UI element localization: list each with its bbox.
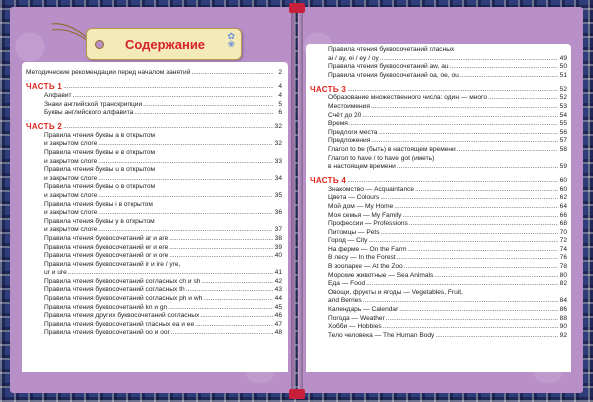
toc-leader-dots — [200, 312, 273, 321]
toc-entry[interactable] — [310, 129, 567, 138]
toc-page-number: 52 — [559, 85, 567, 93]
toc-entry[interactable] — [26, 312, 282, 321]
toc-entry-title: Время — [328, 120, 348, 128]
toc-entry[interactable] — [26, 140, 282, 149]
toc-leader-dots — [488, 94, 558, 103]
toc-entry-title: Буквы английского алфавита — [44, 109, 134, 117]
toc-entry-title: ЧАСТЬ 4 — [310, 176, 347, 186]
toc-leader-dots — [397, 254, 558, 263]
toc-entry-title: Предложения — [328, 137, 371, 145]
toc-page-number: 4 — [278, 83, 282, 91]
toc-entry[interactable] — [310, 146, 567, 155]
toc-page-number: 2 — [278, 69, 282, 77]
toc-entry-title: и закрытом слоге — [44, 174, 98, 182]
toc-entry[interactable] — [310, 289, 567, 298]
toc-entry[interactable] — [310, 55, 567, 64]
toc-page-number: 48 — [274, 329, 282, 337]
toc-entry-title: На ферме — On the Farm — [328, 245, 407, 253]
contents-title-tag — [86, 28, 242, 60]
toc-entry[interactable] — [310, 246, 567, 255]
toc-leader-dots — [394, 203, 558, 212]
toc-leader-dots — [143, 101, 273, 110]
bookmark-ribbon-bottom — [289, 389, 305, 399]
toc-entry[interactable] — [26, 261, 282, 270]
toc-page-number: 32 — [274, 140, 282, 148]
toc-entry-title: Тело человека — The Human Body — [328, 331, 435, 339]
toc-entry-title: Правила чтения буквы о в открытом — [44, 183, 156, 191]
toc-page-number: 53 — [559, 102, 567, 110]
toc-page-number: 54 — [559, 111, 567, 119]
toc-leader-dots — [397, 163, 558, 172]
toc-leader-dots — [73, 92, 273, 101]
toc-entry[interactable] — [310, 306, 567, 315]
toc-entry-title: Глагол to have / to have got (иметь) — [328, 154, 435, 162]
toc-entry-title: Знакомство — Acquaintance — [328, 185, 415, 193]
flower-decoration-icon: ✿ ❀ — [227, 31, 235, 49]
toc-page-number: 42 — [274, 277, 282, 285]
toc-page-number: 68 — [559, 220, 567, 228]
toc-page-number: 55 — [559, 120, 567, 128]
toc-entry[interactable] — [310, 297, 567, 306]
toc-entry[interactable] — [26, 183, 282, 192]
toc-entry[interactable] — [26, 132, 282, 141]
toc-page-number: 59 — [559, 163, 567, 171]
toc-page-number: 82 — [559, 280, 567, 288]
toc-page-number: 88 — [559, 314, 567, 322]
toc-page-number: 39 — [274, 243, 282, 251]
toc-page-number: 72 — [559, 237, 567, 245]
toc-entry-title: Правила чтения буквы а в открытом — [44, 131, 156, 139]
toc-entry-title: Правила чтения буквосочетаний ir и ire / yre, — [44, 260, 181, 268]
toc-leader-dots — [368, 237, 558, 246]
toc-leader-dots — [186, 286, 273, 295]
toc-leader-dots — [349, 120, 558, 129]
toc-entry-title: Правила чтения буквосочетаний согласных th — [44, 286, 185, 294]
toc-entry[interactable] — [310, 280, 567, 289]
toc-entry[interactable] — [310, 94, 567, 103]
toc-entry[interactable] — [310, 186, 567, 195]
toc-entry[interactable] — [26, 286, 282, 295]
toc-entry-title: Образование множественного числа: один — много — [328, 94, 487, 102]
toc-entry[interactable] — [26, 101, 282, 110]
toc-entry[interactable] — [26, 295, 282, 304]
toc-leader-dots — [171, 329, 273, 338]
toc-page-number: 84 — [559, 297, 567, 305]
toc-entry[interactable] — [26, 218, 282, 227]
toc-section-heading[interactable] — [26, 120, 282, 132]
toc-entry-title: В лесу — In the Forest — [328, 254, 396, 262]
toc-page-number: 4 — [278, 92, 282, 99]
toc-leader-dots — [386, 315, 558, 324]
toc-page-number: 50 — [559, 63, 567, 71]
toc-page-number: 34 — [274, 174, 282, 182]
toc-entry[interactable] — [26, 209, 282, 218]
toc-entry-title: и закрытом слоге — [44, 157, 98, 165]
toc-entry-title: и закрытом слоге — [44, 209, 98, 217]
toc-entry-title: Город — City — [328, 237, 368, 245]
toc-entry[interactable] — [310, 323, 567, 332]
table-of-contents-left — [26, 68, 282, 338]
toc-entry-title: Правила чтения буквосочетаний ar и are — [44, 234, 169, 242]
toc-entry-title: Морские животные — Sea Animals — [328, 271, 434, 279]
toc-leader-dots — [371, 137, 558, 146]
toc-entry[interactable] — [310, 103, 567, 112]
toc-entry-title: Моя семья — My Family — [328, 211, 402, 219]
toc-entry-title: Глагол to be (быть) в настоящем времени — [328, 145, 456, 153]
toc-page-number: 56 — [559, 128, 567, 136]
toc-section-heading[interactable] — [310, 82, 567, 94]
toc-entry-title: ai / ay, ei / ey / oy — [328, 54, 379, 62]
toc-entry[interactable] — [26, 235, 282, 244]
toc-leader-dots — [203, 295, 273, 304]
toc-entry-title: Правила чтения буквы е в открытом — [44, 148, 156, 156]
toc-entry-title: Правила чтения буквы у в открытом — [44, 217, 155, 225]
toc-page-number: 6 — [278, 109, 282, 117]
table-of-contents-right — [310, 46, 567, 340]
toc-entry[interactable] — [26, 269, 282, 278]
toc-entry-title: Календарь — Calendar — [328, 306, 399, 314]
toc-leader-dots — [378, 129, 558, 138]
toc-leader-dots — [191, 69, 273, 78]
toc-entry-title: Правила чтения буквосочетаний гласных — [328, 46, 455, 53]
toc-leader-dots — [98, 192, 273, 201]
toc-leader-dots — [63, 123, 273, 132]
toc-entry[interactable] — [310, 194, 567, 203]
toc-leader-dots — [98, 158, 273, 167]
toc-entry-title: Алфавит — [44, 92, 72, 99]
toc-page-number: 38 — [274, 234, 282, 242]
toc-entry-title: Правила чтения буквосочетаний er и ere — [44, 243, 169, 251]
toc-entry[interactable] — [26, 149, 282, 158]
toc-entry[interactable] — [26, 329, 282, 338]
toc-page-number: 51 — [559, 71, 567, 79]
book-spine — [291, 7, 303, 393]
toc-entry-title: Правила чтения буквосочетаний aw, au — [328, 63, 449, 71]
toc-entry-title: Счёт до 20 — [328, 111, 362, 119]
toc-entry-title: Предлоги места — [328, 128, 378, 136]
toc-section-heading[interactable] — [310, 174, 567, 186]
toc-entry[interactable] — [26, 92, 282, 101]
toc-entry-title: ЧАСТЬ 2 — [26, 122, 63, 132]
toc-leader-dots — [402, 212, 558, 221]
bookmark-ribbon-top — [289, 3, 305, 13]
toc-page-number: 49 — [559, 54, 567, 62]
toc-entry-title: Методические рекомендации перед началом занятий — [26, 69, 191, 77]
toc-page-number: 41 — [274, 269, 282, 277]
toc-leader-dots — [362, 112, 558, 121]
toc-entry[interactable] — [310, 254, 567, 263]
toc-leader-dots — [460, 72, 558, 81]
toc-leader-dots — [380, 194, 558, 203]
toc-entry-title: Правила чтения буквосочетаний oo и oor — [44, 329, 170, 337]
toc-page-number: 52 — [559, 94, 567, 102]
toc-leader-dots — [409, 220, 558, 229]
toc-entry[interactable] — [26, 68, 282, 78]
toc-entry[interactable] — [26, 192, 282, 201]
toc-page-number: 36 — [274, 209, 282, 217]
toc-leader-dots — [383, 323, 558, 332]
toc-entry-title: Правила чтения буквосочетаний kn и gn — [44, 303, 168, 311]
toc-entry-title: Правила чтения других буквосочетаний согласных — [44, 312, 200, 320]
toc-page-number: 70 — [559, 228, 567, 236]
toc-page-number: 74 — [559, 245, 567, 253]
toc-entry-title: Правила чтения буквосочетаний согласных ch и sh — [44, 277, 201, 285]
toc-entry[interactable] — [310, 46, 567, 55]
toc-entry[interactable] — [26, 226, 282, 235]
toc-leader-dots — [457, 146, 558, 155]
toc-leader-dots — [450, 63, 558, 72]
toc-leader-dots — [68, 269, 273, 278]
toc-leader-dots — [404, 263, 558, 272]
toc-entry-title: ЧАСТЬ 3 — [310, 84, 347, 94]
toc-leader-dots — [98, 140, 273, 149]
toc-leader-dots — [168, 304, 273, 313]
toc-leader-dots — [169, 252, 273, 261]
page-title: Содержание — [124, 37, 206, 52]
toc-page-number: 92 — [559, 331, 567, 339]
toc-entry-title: Правила чтения буквосочетаний oa, oe, ou — [328, 71, 459, 79]
toc-leader-dots — [380, 55, 558, 64]
toc-entry[interactable] — [26, 166, 282, 175]
toc-page-number: 66 — [559, 211, 567, 219]
toc-entry[interactable] — [310, 155, 567, 164]
toc-leader-dots — [134, 109, 273, 118]
toc-entry[interactable] — [310, 212, 567, 221]
toc-page-number: 62 — [559, 194, 567, 202]
toc-leader-dots — [98, 226, 273, 235]
toc-entry-title: Правила чтения буквосочетаний or и ore — [44, 252, 169, 260]
toc-entry[interactable] — [310, 315, 567, 324]
toc-page-number: 60 — [559, 185, 567, 193]
toc-entry[interactable] — [26, 244, 282, 253]
toc-entry[interactable] — [310, 163, 567, 172]
toc-entry[interactable] — [310, 112, 567, 121]
toc-entry[interactable] — [310, 72, 567, 81]
toc-section-heading[interactable] — [26, 80, 282, 92]
toc-leader-dots — [169, 244, 273, 253]
toc-entry-title: Правила чтения буквы i в открытом — [44, 200, 153, 208]
toc-entry-title: Правила чтения буквосочетаний гласных ea и ee — [44, 320, 195, 328]
toc-page-number: 60 — [559, 177, 567, 185]
toc-entry[interactable] — [310, 220, 567, 229]
toc-entry[interactable] — [310, 237, 567, 246]
toc-page-number: 35 — [274, 191, 282, 199]
toc-leader-dots — [201, 278, 273, 287]
toc-entry-title: в настоящем времени — [328, 163, 396, 171]
toc-entry[interactable] — [310, 332, 567, 341]
toc-leader-dots — [435, 332, 558, 341]
toc-entry-title: и закрытом слоге — [44, 140, 98, 148]
toc-entry-title: ЧАСТЬ 1 — [26, 82, 63, 92]
toc-leader-dots — [399, 306, 558, 315]
toc-page-number: 46 — [274, 312, 282, 320]
toc-entry[interactable] — [310, 203, 567, 212]
toc-entry-title: Профессии — Professions — [328, 220, 408, 228]
toc-page-number: 78 — [559, 263, 567, 271]
toc-page-number: 90 — [559, 323, 567, 331]
toc-entry[interactable] — [310, 229, 567, 238]
toc-entry-title: Хобби — Hobbies — [328, 323, 382, 331]
toc-page-number: 40 — [274, 252, 282, 260]
toc-page-number: 43 — [274, 286, 282, 294]
toc-entry-title: Еда — Food — [328, 280, 366, 288]
toc-page-number: 47 — [274, 320, 282, 328]
toc-page-number: 80 — [559, 271, 567, 279]
toc-page-number: 33 — [274, 157, 282, 165]
toc-page-number: 76 — [559, 254, 567, 262]
toc-entry-title: и закрытом слоге — [44, 191, 98, 199]
toc-leader-dots — [363, 297, 558, 306]
toc-page-number: 57 — [559, 137, 567, 145]
toc-entry[interactable] — [310, 137, 567, 146]
toc-entry[interactable] — [26, 252, 282, 261]
toc-entry[interactable] — [26, 304, 282, 313]
toc-page-number: 86 — [559, 306, 567, 314]
toc-entry-title: Местоимения — [328, 102, 370, 110]
toc-page-number: 37 — [274, 226, 282, 234]
toc-entry-title: Питомцы — Pets — [328, 228, 380, 236]
toc-entry-title: Правила чтения буквы u в открытом — [44, 166, 156, 174]
toc-entry[interactable] — [26, 158, 282, 167]
toc-entry[interactable] — [310, 263, 567, 272]
toc-entry[interactable] — [26, 201, 282, 210]
toc-entry-title: Знаки английской транскрипции — [44, 100, 143, 108]
toc-page-number: 44 — [274, 295, 282, 303]
toc-leader-dots — [408, 246, 559, 255]
toc-page-number: 45 — [274, 303, 282, 311]
toc-page-number: 5 — [278, 100, 282, 108]
toc-entry-title: ur и ure — [44, 269, 67, 277]
toc-entry-title: Овощи, фрукты и ягоды — Vegetables, Fruit, — [328, 288, 463, 296]
toc-entry-title: и закрытом слоге — [44, 226, 98, 234]
toc-entry-title: Погода — Weather — [328, 314, 385, 322]
toc-entry[interactable] — [26, 109, 282, 118]
toc-leader-dots — [434, 272, 558, 281]
toc-page-number: 32 — [274, 123, 282, 131]
toc-entry[interactable] — [310, 63, 567, 72]
toc-page-number: 58 — [559, 145, 567, 153]
toc-leader-dots — [371, 103, 558, 112]
toc-entry-title: Цвета — Colours — [328, 194, 380, 202]
toc-entry[interactable] — [310, 272, 567, 281]
toc-entry-title: and Berries — [328, 297, 362, 305]
toc-leader-dots — [415, 186, 558, 195]
toc-leader-dots — [63, 83, 273, 92]
toc-entry-title: Правила чтения буквосочетаний согласных ph и wh — [44, 295, 203, 303]
toc-leader-dots — [381, 229, 558, 238]
toc-leader-dots — [347, 177, 558, 186]
toc-leader-dots — [169, 235, 273, 244]
toc-leader-dots — [98, 209, 273, 218]
toc-page-number: 64 — [559, 202, 567, 210]
toc-leader-dots — [195, 321, 273, 330]
toc-entry-title: В зоопарке — At the Zoo — [328, 263, 403, 271]
toc-entry-title: Мой дом — My Home — [328, 202, 394, 210]
toc-leader-dots — [366, 280, 558, 289]
toc-entry[interactable] — [310, 120, 567, 129]
